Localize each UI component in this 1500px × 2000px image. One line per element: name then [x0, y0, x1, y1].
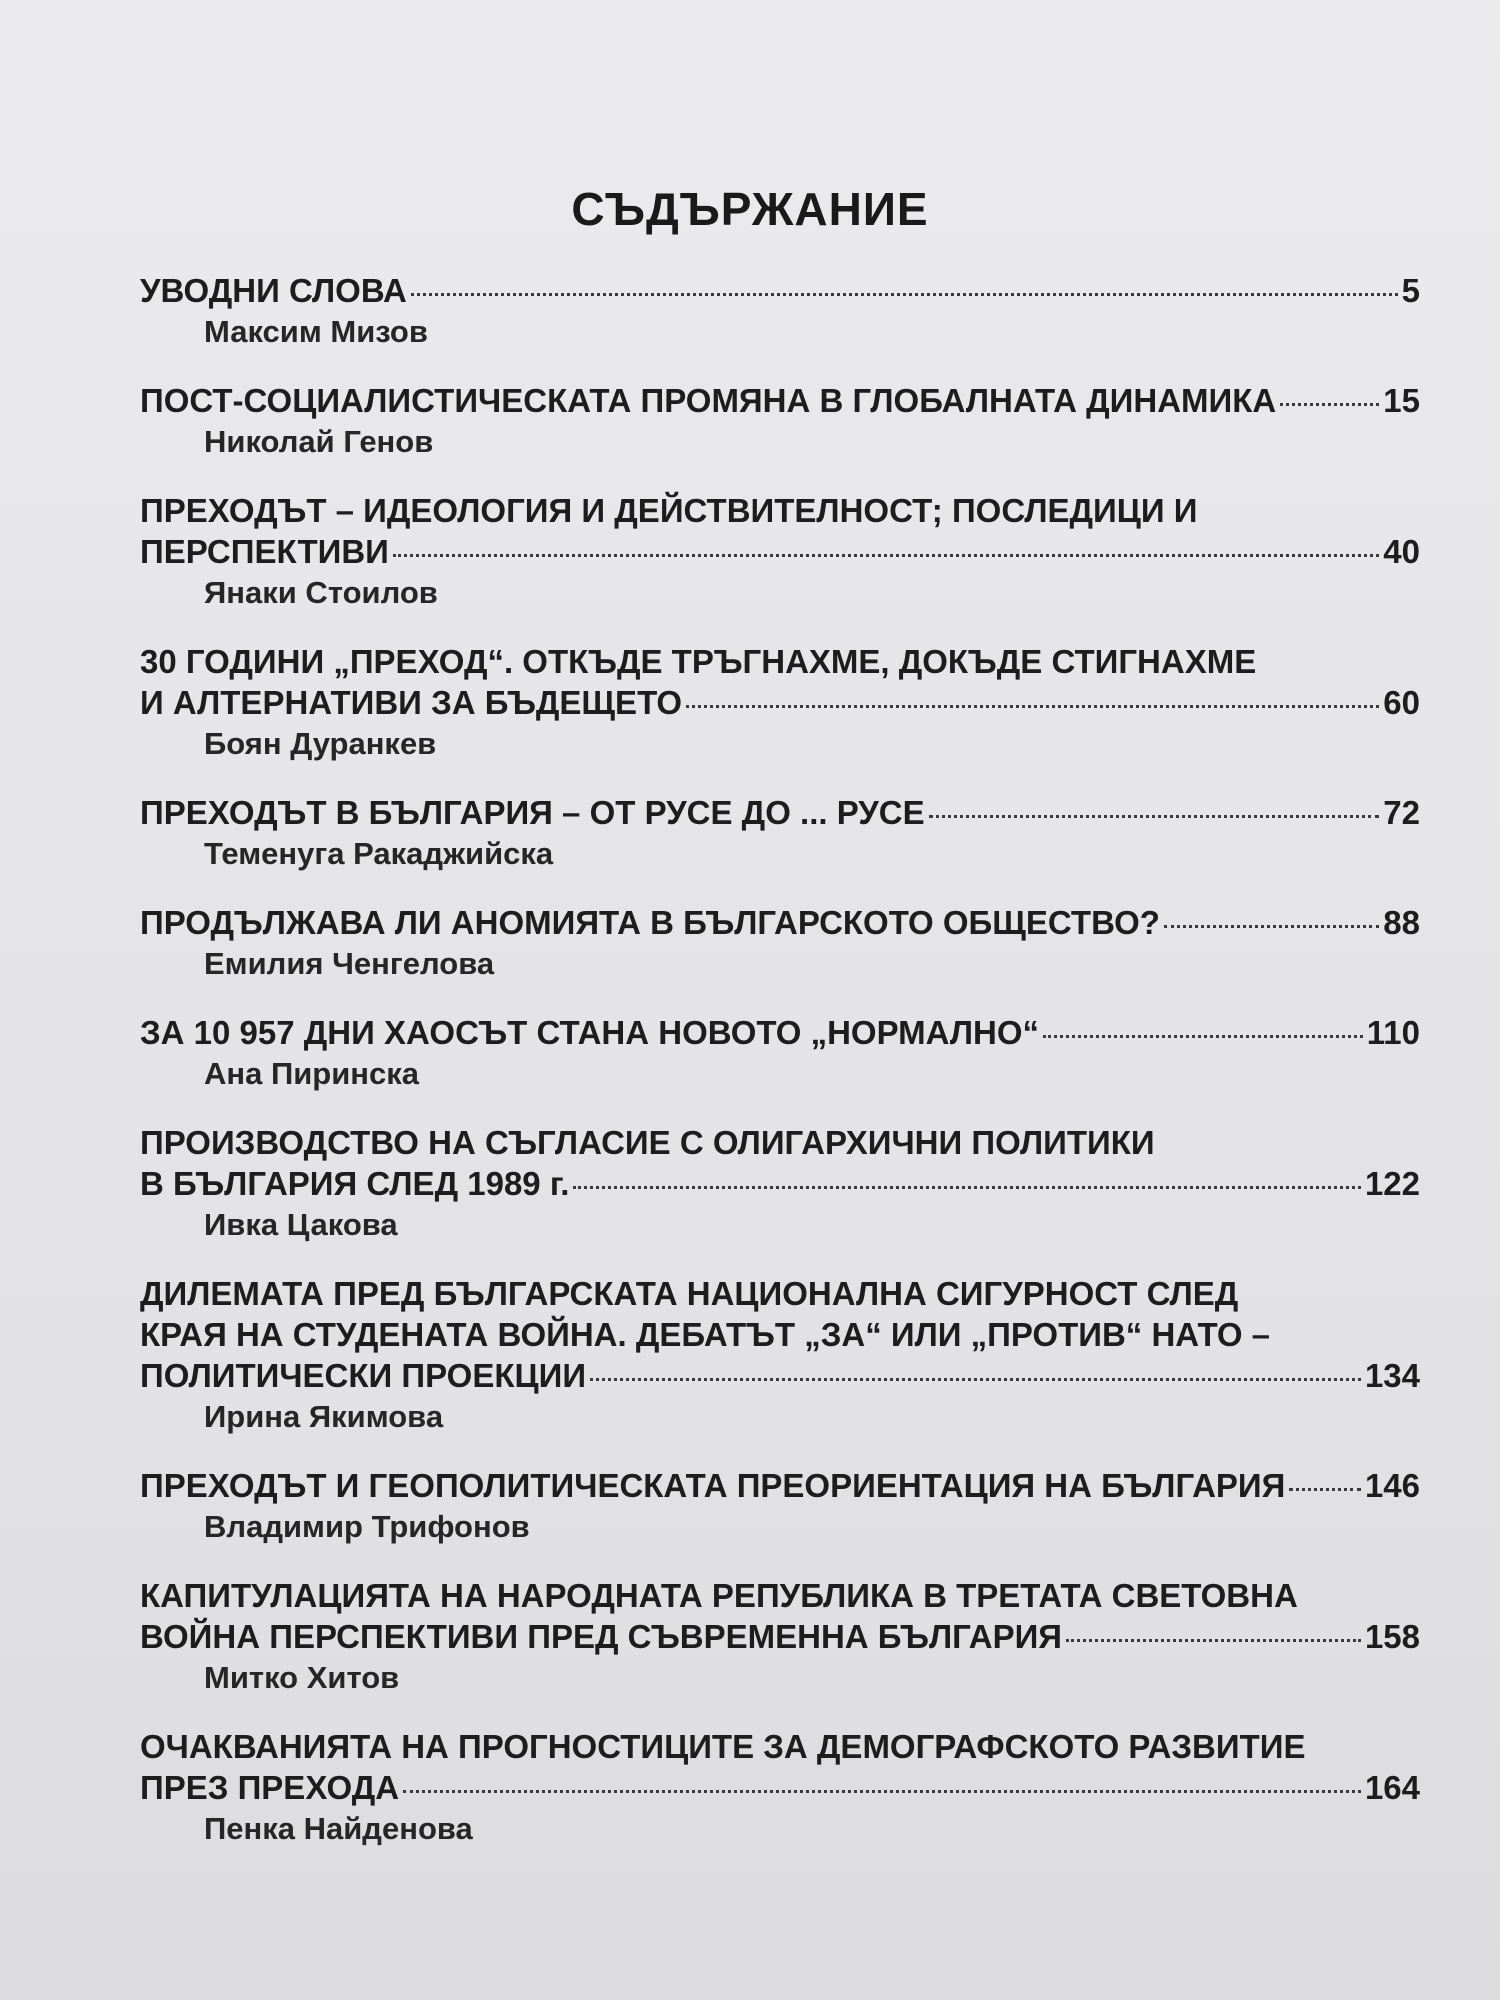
entry-title-text: КРАЯ НА СТУДЕНАТА ВОЙНА. ДЕБАТЪТ „ЗА“ ИЛИ „ПРОТИВ“ НАТО –: [140, 1316, 1271, 1353]
table-of-contents: [140, 270, 1420, 1877]
toc-entry: [140, 902, 1420, 983]
page-number: 40: [1383, 533, 1420, 570]
page-number: 146: [1364, 1467, 1420, 1504]
dot-leader: [1280, 403, 1379, 406]
toc-entry-title-line: [140, 682, 1420, 723]
entry-title-text: ДИЛЕМАТА ПРЕД БЪЛГАРСКАТА НАЦИОНАЛНА СИГУРНОСТ СЛЕД: [140, 1275, 1239, 1312]
entry-author: Ирина Якимова: [204, 1399, 444, 1434]
entry-author: Ана Пиринска: [204, 1056, 420, 1091]
entry-author: Пенка Найденова: [204, 1811, 473, 1846]
entry-author: Митко Хитов: [204, 1660, 400, 1695]
toc-entry-title-line: [140, 490, 1420, 531]
entry-title-text: 30 ГОДИНИ „ПРЕХОД“. ОТКЪДЕ ТРЪГНАХМЕ, ДОКЪДЕ СТИГНАХМЕ: [140, 643, 1257, 680]
entry-author: Максим Мизов: [204, 314, 428, 349]
entry-title-text: ПРЕХОДЪТ – ИДЕОЛОГИЯ И ДЕЙСТВИТЕЛНОСТ; ПОСЛЕДИЦИ И: [140, 492, 1198, 529]
dot-leader: [590, 1378, 1361, 1381]
toc-entry: [140, 1465, 1420, 1546]
toc-entry-title-line: [140, 531, 1420, 572]
entry-title-text: ПРЕХОДЪТ И ГЕОПОЛИТИЧЕСКАТА ПРЕОРИЕНТАЦИЯ НА БЪЛГАРИЯ: [140, 1467, 1286, 1504]
entry-title-text: ПОЛИТИЧЕСКИ ПРОЕКЦИИ: [140, 1357, 587, 1394]
dot-leader: [573, 1186, 1361, 1189]
dot-leader: [1164, 925, 1379, 928]
dot-leader: [403, 1790, 1361, 1793]
toc-entry-title-line: [140, 1314, 1420, 1355]
entry-title-text: ПОСТ-СОЦИАЛИСТИЧЕСКАТА ПРОМЯНА В ГЛОБАЛНАТА ДИНАМИКА: [140, 382, 1277, 419]
toc-entry-title-line: [140, 792, 1420, 833]
page-number: 110: [1366, 1014, 1420, 1051]
toc-entry-title-line: [140, 641, 1420, 682]
page-title: СЪДЪРЖАНИЕ: [571, 183, 929, 235]
toc-entry-title-line: [140, 1465, 1420, 1506]
dot-leader: [686, 705, 1379, 708]
entry-author: Теменуга Ракаджийска: [204, 836, 554, 871]
entry-title-text: ПРОДЪЛЖАВА ЛИ АНОМИЯТА В БЪЛГАРСКОТО ОБЩЕСТВО?: [140, 904, 1160, 941]
toc-entry: [140, 641, 1420, 763]
toc-entry-title-line: [140, 1767, 1420, 1808]
page-number: 72: [1383, 794, 1420, 831]
toc-entry: [140, 270, 1420, 351]
page-number: 15: [1383, 382, 1420, 419]
dot-leader: [1066, 1639, 1361, 1642]
entry-title-text: УВОДНИ СЛОВА: [140, 272, 407, 309]
entry-author: Ивка Цакова: [204, 1207, 398, 1242]
entry-title-text: И АЛТЕРНАТИВИ ЗА БЪДЕЩЕТО: [140, 684, 683, 721]
toc-entry-title-line: [140, 1575, 1420, 1616]
toc-entry-title-line: [140, 1163, 1420, 1204]
dot-leader: [929, 815, 1380, 818]
toc-entry: [140, 1273, 1420, 1436]
toc-entry: [140, 792, 1420, 873]
entry-author: Боян Дуранкев: [204, 726, 437, 761]
entry-title-text: В БЪЛГАРИЯ СЛЕД 1989 г.: [140, 1165, 570, 1202]
dot-leader: [411, 293, 1398, 296]
page-number: 158: [1364, 1618, 1420, 1655]
toc-entry: [140, 490, 1420, 612]
toc-entry: [140, 1575, 1420, 1697]
toc-entry: [140, 1122, 1420, 1244]
entry-author: Янаки Стоилов: [204, 575, 438, 610]
entry-author: Николай Генов: [204, 424, 434, 459]
page-number: 60: [1383, 684, 1420, 721]
entry-title-text: ПРЕХОДЪТ В БЪЛГАРИЯ – ОТ РУСЕ ДО ... РУСЕ: [140, 794, 925, 831]
toc-entry-title-line: [140, 1122, 1420, 1163]
toc-entry: [140, 1012, 1420, 1093]
entry-title-text: ПРОИЗВОДСТВО НА СЪГЛАСИЕ С ОЛИГАРХИЧНИ ПОЛИТИКИ: [140, 1124, 1155, 1161]
toc-entry-title-line: [140, 1012, 1420, 1053]
toc-entry: [140, 1726, 1420, 1848]
toc-entry: [140, 380, 1420, 461]
page-number: 164: [1364, 1769, 1420, 1806]
entry-title-text: КАПИТУЛАЦИЯТА НА НАРОДНАТА РЕПУБЛИКА В ТРЕТАТА СВЕТОВНА: [140, 1577, 1298, 1614]
toc-entry-title-line: [140, 1355, 1420, 1396]
page-number: 134: [1364, 1357, 1420, 1394]
dot-leader: [1043, 1035, 1363, 1038]
dot-leader: [393, 554, 1379, 557]
toc-entry-title-line: [140, 1726, 1420, 1767]
dot-leader: [1289, 1488, 1361, 1491]
entry-title-text: ПЕРСПЕКТИВИ: [140, 533, 389, 570]
toc-entry-title-line: [140, 270, 1420, 311]
entry-title-text: ВОЙНА ПЕРСПЕКТИВИ ПРЕД СЪВРЕМЕННА БЪЛГАРИЯ: [140, 1618, 1063, 1655]
entry-title-text: ЗА 10 957 ДНИ ХАОСЪТ СТАНА НОВОТО „НОРМАЛНО“: [140, 1014, 1040, 1051]
toc-entry-title-line: [140, 902, 1420, 943]
page-number: 88: [1383, 904, 1420, 941]
toc-entry-title-line: [140, 1616, 1420, 1657]
entry-title-text: ПРЕЗ ПРЕХОДА: [140, 1769, 400, 1806]
toc-entry-title-line: [140, 1273, 1420, 1314]
toc-entry-title-line: [140, 380, 1420, 421]
entry-author: Емилия Ченгелова: [204, 946, 495, 981]
page-number: 122: [1364, 1165, 1420, 1202]
page-number: 5: [1401, 272, 1420, 309]
entry-author: Владимир Трифонов: [204, 1509, 530, 1544]
entry-title-text: ОЧАКВАНИЯТА НА ПРОГНОСТИЦИТЕ ЗА ДЕМОГРАФСКОТО РАЗВИТИЕ: [140, 1728, 1306, 1765]
